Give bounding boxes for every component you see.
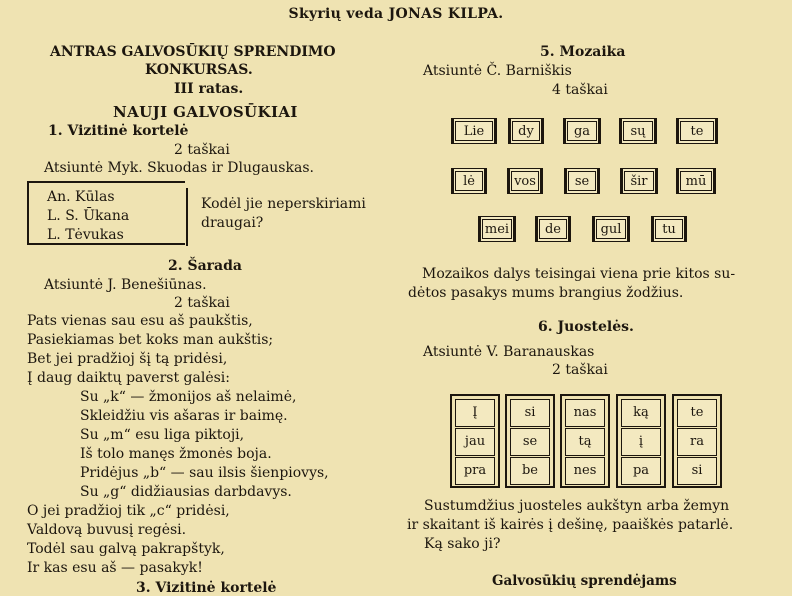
puzzle6-heading: 6. Juostelės. [538,319,634,335]
puzzle1-sender: Atsiuntė Myk. Skuodas ir Dlugauskas. [44,160,314,176]
strip-cell: jau [455,428,495,456]
poem-line: Į daug daiktų paverst galėsi: [27,370,230,386]
puzzle2-points: 2 taškai [174,295,230,311]
strip-cell: se [510,428,550,456]
mosaic-tile: te [676,118,718,144]
poem-line: Ir kas esu aš — pasakyk! [27,560,203,576]
puzzle5-description: dėtos pasakys mums brangius žodžius. [408,285,684,301]
strip [450,394,500,488]
puzzle5-description: Mozaikos dalys teisingai viena prie kitos su- [422,266,736,282]
poem-line: Bet jei pradžioj šį tą pridėsi, [27,351,228,367]
mosaic-tile: dy [508,118,544,144]
mosaic-tile: gul [592,216,630,242]
poem-line: O jei pradžioj tik „c“ pridėsi, [27,503,230,519]
strip-cell: į [621,428,661,456]
strip-cell: ką [621,399,661,427]
strip-cell: si [677,457,717,485]
poem-line: Pridėjus „b“ — sau ilsis šienpiovys, [80,465,329,481]
strip [616,394,666,488]
poem-line: Skleidžiu vis ašaras ir baimę. [80,408,288,424]
mosaic-tile: tu [651,216,687,242]
mosaic-tile: vos [507,168,543,194]
puzzle1-heading: 1. Vizitinė kortelė [48,123,189,139]
strip-cell: pa [621,457,661,485]
poem-line: Todėl sau galvą pakrapštyk, [27,541,225,557]
solvers-heading: Galvosūkių sprendėjams [492,573,677,589]
strip-cell: te [677,399,717,427]
mosaic-tile: mū [676,168,716,194]
mosaic-tile: ga [563,118,601,144]
strip [505,394,555,488]
puzzle5-heading: 5. Mozaika [540,44,626,60]
business-card [27,181,185,245]
card-divider [186,188,188,246]
poem-line: Iš tolo manęs žmonės boja. [80,446,272,462]
poem-line: Su „m“ esu liga piktoji, [80,427,245,443]
poem-line: Su „g“ didžiausias darbdavys. [80,484,292,500]
puzzle1-question: Kodėl jie neperskiriami [201,196,366,212]
puzzle6-sender: Atsiuntė V. Baranauskas [423,344,595,360]
puzzle6-points: 2 taškai [552,362,608,378]
new-puzzles-heading: NAUJI GALVOSŪKIAI [113,103,298,121]
puzzle6-description: Sustumdžius juosteles aukštyn arba žemyn [424,498,730,514]
puzzle1-question: draugai? [201,215,264,231]
poem-line: Valdovą buvusį regėsi. [27,522,187,538]
strip-cell: pra [455,457,495,485]
strip [672,394,722,488]
mosaic-tile: lė [451,168,487,194]
poem-line: Su „k“ — žmonijos aš nelaimė, [80,389,297,405]
puzzle6-description: Ką sako ji? [424,536,501,552]
puzzle3-heading: 3. Vizitinė kortelė [136,580,277,596]
card-line: An. Kūlas [47,189,115,205]
puzzle2-heading: 2. Šarada [168,258,242,274]
mosaic-tile: sų [619,118,657,144]
poem-line: Pasiekiamas bet koks man aukštis; [27,332,274,348]
puzzle6-description: ir skaitant iš kairės į dešinę, paaiškės patarlė. [407,517,734,533]
strip-cell: ra [677,428,717,456]
strip-cell: be [510,457,550,485]
strip [560,394,610,488]
mosaic-tile: mei [478,216,516,242]
mosaic-tile: Lie [451,118,497,144]
puzzle1-points: 2 taškai [174,142,230,158]
strip-cell: nas [565,399,605,427]
puzzle5-sender: Atsiuntė Č. Barniškis [423,63,572,79]
contest-title-line2: KONKURSAS. [145,62,253,78]
strip-cell: nes [565,457,605,485]
card-line: L. Tėvukas [47,227,124,243]
puzzle2-sender: Atsiuntė J. Benešiūnas. [44,277,207,293]
strip-cell: Į [455,399,495,427]
strip-cell: tą [565,428,605,456]
card-line: L. S. Ūkana [47,208,130,224]
mosaic-tile: se [564,168,600,194]
section-header: Skyrių veda JONAS KILPA. [288,6,504,22]
mosaic-tile: de [535,216,571,242]
contest-title-line1: ANTRAS GALVOSŪKIŲ SPRENDIMO [50,44,336,60]
round-label: III ratas. [174,81,244,97]
poem-line: Pats vienas sau esu aš paukštis, [27,313,253,329]
mosaic-tile: šir [620,168,658,194]
puzzle5-points: 4 taškai [552,82,608,98]
strip-cell: si [510,399,550,427]
